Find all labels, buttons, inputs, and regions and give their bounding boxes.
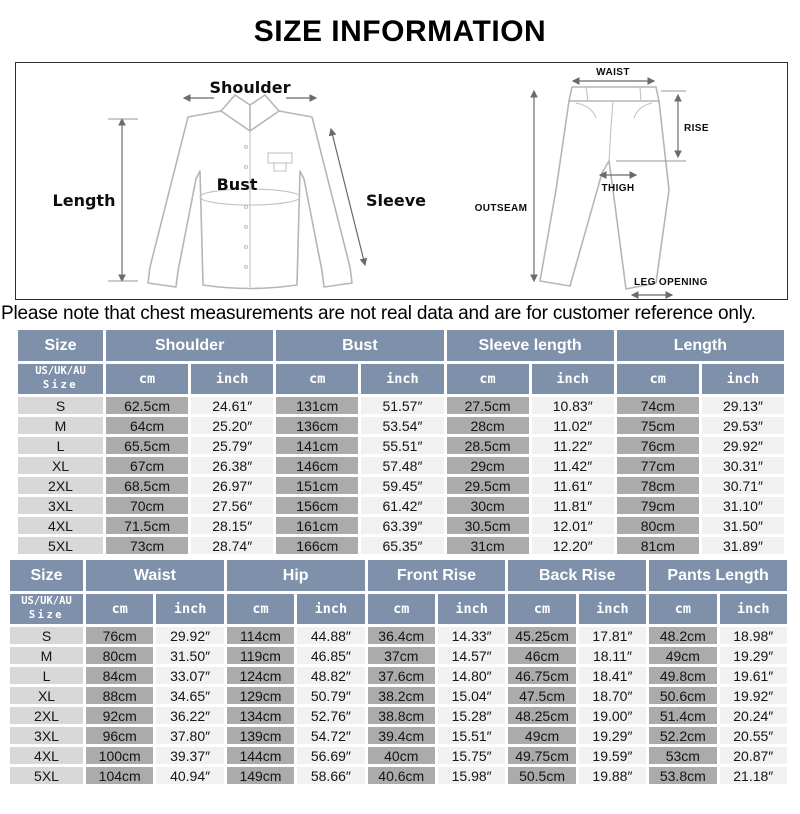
cm-value-cell: 78cm bbox=[617, 477, 699, 494]
cm-unit-header-cell: cm bbox=[86, 594, 153, 624]
thigh-label: THIGH bbox=[601, 183, 635, 194]
inch-value-cell: 54.72″ bbox=[297, 727, 364, 744]
inch-value-cell: 46.85″ bbox=[297, 647, 364, 664]
cm-value-cell: 76cm bbox=[617, 437, 699, 454]
inch-value-cell: 14.33″ bbox=[438, 627, 505, 644]
outseam-label: OUTSEAM bbox=[474, 203, 528, 214]
cm-value-cell: 166cm bbox=[276, 537, 358, 554]
cm-value-cell: 52.2cm bbox=[649, 727, 716, 744]
inch-value-cell: 14.80″ bbox=[438, 667, 505, 684]
size-cell: S bbox=[18, 397, 103, 414]
size-cell: 5XL bbox=[10, 767, 83, 784]
inch-value-cell: 26.97″ bbox=[191, 477, 273, 494]
inch-unit-header-cell: inch bbox=[297, 594, 364, 624]
inch-value-cell: 19.29″ bbox=[579, 727, 646, 744]
inch-value-cell: 52.76″ bbox=[297, 707, 364, 724]
group-header-row bbox=[10, 560, 787, 591]
size-row bbox=[10, 647, 787, 664]
size-cell: S bbox=[10, 627, 83, 644]
cm-value-cell: 79cm bbox=[617, 497, 699, 514]
cm-value-cell: 96cm bbox=[86, 727, 153, 744]
group-header-cell: Front Rise bbox=[368, 560, 506, 591]
inch-value-cell: 26.38″ bbox=[191, 457, 273, 474]
inch-value-cell: 18.70″ bbox=[579, 687, 646, 704]
inch-unit-header-cell: inch bbox=[702, 364, 784, 394]
inch-value-cell: 19.61″ bbox=[720, 667, 787, 684]
inch-unit-header-cell: inch bbox=[361, 364, 443, 394]
inch-value-cell: 15.75″ bbox=[438, 747, 505, 764]
size-row bbox=[18, 397, 784, 414]
size-row bbox=[18, 497, 784, 514]
size-row bbox=[18, 417, 784, 434]
inch-value-cell: 31.50″ bbox=[156, 647, 223, 664]
inch-value-cell: 51.57″ bbox=[361, 397, 443, 414]
inch-value-cell: 29.53″ bbox=[702, 417, 784, 434]
inch-value-cell: 31.10″ bbox=[702, 497, 784, 514]
leg-opening-label: LEG OPENING bbox=[634, 277, 708, 288]
cm-value-cell: 76cm bbox=[86, 627, 153, 644]
inch-value-cell: 31.50″ bbox=[702, 517, 784, 534]
inch-value-cell: 18.98″ bbox=[720, 627, 787, 644]
cm-unit-header-cell: cm bbox=[368, 594, 435, 624]
size-cell: XL bbox=[10, 687, 83, 704]
inch-value-cell: 11.61″ bbox=[532, 477, 614, 494]
length-label: Length bbox=[52, 191, 116, 210]
inch-value-cell: 59.45″ bbox=[361, 477, 443, 494]
size-subheader-line2: Size bbox=[42, 379, 79, 391]
cm-value-cell: 124cm bbox=[227, 667, 294, 684]
inch-unit-header-cell: inch bbox=[438, 594, 505, 624]
inch-value-cell: 19.88″ bbox=[579, 767, 646, 784]
inch-unit-header-cell: inch bbox=[579, 594, 646, 624]
inch-value-cell: 34.65″ bbox=[156, 687, 223, 704]
cm-value-cell: 30cm bbox=[447, 497, 529, 514]
size-row bbox=[10, 687, 787, 704]
cm-value-cell: 50.6cm bbox=[649, 687, 716, 704]
inch-unit-header-cell: inch bbox=[532, 364, 614, 394]
inch-value-cell: 27.56″ bbox=[191, 497, 273, 514]
size-row bbox=[10, 747, 787, 764]
inch-value-cell: 28.74″ bbox=[191, 537, 273, 554]
inch-value-cell: 29.92″ bbox=[702, 437, 784, 454]
page-title: SIZE INFORMATION bbox=[253, 15, 547, 48]
cm-value-cell: 29.5cm bbox=[447, 477, 529, 494]
cm-value-cell: 53cm bbox=[649, 747, 716, 764]
inch-value-cell: 29.92″ bbox=[156, 627, 223, 644]
cm-value-cell: 149cm bbox=[227, 767, 294, 784]
cm-unit-header-cell: cm bbox=[617, 364, 699, 394]
cm-value-cell: 49cm bbox=[508, 727, 575, 744]
inch-value-cell: 25.79″ bbox=[191, 437, 273, 454]
cm-value-cell: 71.5cm bbox=[106, 517, 188, 534]
cm-value-cell: 84cm bbox=[86, 667, 153, 684]
cm-value-cell: 38.8cm bbox=[368, 707, 435, 724]
cm-value-cell: 80cm bbox=[86, 647, 153, 664]
size-row bbox=[10, 727, 787, 744]
cm-value-cell: 28cm bbox=[447, 417, 529, 434]
size-cell: XL bbox=[18, 457, 103, 474]
inch-value-cell: 19.92″ bbox=[720, 687, 787, 704]
inch-value-cell: 14.57″ bbox=[438, 647, 505, 664]
measurement-diagram-panel bbox=[15, 62, 788, 300]
table-header bbox=[10, 560, 787, 624]
cm-value-cell: 129cm bbox=[227, 687, 294, 704]
bust-label: Bust bbox=[216, 175, 258, 194]
inch-value-cell: 17.81″ bbox=[579, 627, 646, 644]
size-cell: 4XL bbox=[18, 517, 103, 534]
inch-value-cell: 20.55″ bbox=[720, 727, 787, 744]
inch-value-cell: 21.18″ bbox=[720, 767, 787, 784]
cm-value-cell: 81cm bbox=[617, 537, 699, 554]
inch-value-cell: 11.02″ bbox=[532, 417, 614, 434]
size-header-cell: Size bbox=[18, 330, 103, 361]
cm-value-cell: 47.5cm bbox=[508, 687, 575, 704]
inch-value-cell: 24.61″ bbox=[191, 397, 273, 414]
inch-value-cell: 40.94″ bbox=[156, 767, 223, 784]
cm-value-cell: 131cm bbox=[276, 397, 358, 414]
size-row bbox=[10, 627, 787, 644]
cm-value-cell: 62.5cm bbox=[106, 397, 188, 414]
inch-value-cell: 12.20″ bbox=[532, 537, 614, 554]
size-row bbox=[18, 457, 784, 474]
size-row bbox=[10, 707, 787, 724]
cm-value-cell: 38.2cm bbox=[368, 687, 435, 704]
cm-value-cell: 37.6cm bbox=[368, 667, 435, 684]
inch-value-cell: 25.20″ bbox=[191, 417, 273, 434]
cm-value-cell: 80cm bbox=[617, 517, 699, 534]
inch-value-cell: 56.69″ bbox=[297, 747, 364, 764]
shoulder-label: Shoulder bbox=[209, 78, 291, 97]
inch-value-cell: 11.42″ bbox=[532, 457, 614, 474]
cm-value-cell: 49.75cm bbox=[508, 747, 575, 764]
rise-label: RISE bbox=[684, 123, 709, 134]
group-header-cell: Shoulder bbox=[106, 330, 273, 361]
cm-value-cell: 146cm bbox=[276, 457, 358, 474]
inch-value-cell: 18.11″ bbox=[579, 647, 646, 664]
inch-value-cell: 39.37″ bbox=[156, 747, 223, 764]
size-cell: M bbox=[18, 417, 103, 434]
cm-value-cell: 53.8cm bbox=[649, 767, 716, 784]
cm-value-cell: 151cm bbox=[276, 477, 358, 494]
inch-value-cell: 63.39″ bbox=[361, 517, 443, 534]
cm-unit-header-cell: cm bbox=[106, 364, 188, 394]
inch-value-cell: 18.41″ bbox=[579, 667, 646, 684]
cm-value-cell: 77cm bbox=[617, 457, 699, 474]
note-text: Please note that chest measurements are not real data and are for customer reference only. bbox=[1, 303, 756, 324]
cm-value-cell: 161cm bbox=[276, 517, 358, 534]
inch-value-cell: 55.51″ bbox=[361, 437, 443, 454]
size-row bbox=[18, 537, 784, 554]
size-cell: 3XL bbox=[10, 727, 83, 744]
table-header bbox=[18, 330, 784, 394]
size-cell: L bbox=[10, 667, 83, 684]
cm-value-cell: 139cm bbox=[227, 727, 294, 744]
cm-value-cell: 119cm bbox=[227, 647, 294, 664]
cm-value-cell: 30.5cm bbox=[447, 517, 529, 534]
group-header-cell: Back Rise bbox=[508, 560, 646, 591]
size-cell: L bbox=[18, 437, 103, 454]
cm-value-cell: 73cm bbox=[106, 537, 188, 554]
inch-value-cell: 19.00″ bbox=[579, 707, 646, 724]
size-header-cell: Size bbox=[10, 560, 83, 591]
size-cell: 2XL bbox=[10, 707, 83, 724]
size-subheader-line1: US/UK/AU bbox=[35, 365, 86, 378]
inch-value-cell: 57.48″ bbox=[361, 457, 443, 474]
inch-value-cell: 15.04″ bbox=[438, 687, 505, 704]
inch-value-cell: 30.71″ bbox=[702, 477, 784, 494]
group-header-cell: Bust bbox=[276, 330, 443, 361]
cm-value-cell: 29cm bbox=[447, 457, 529, 474]
inch-value-cell: 50.79″ bbox=[297, 687, 364, 704]
cm-value-cell: 114cm bbox=[227, 627, 294, 644]
cm-value-cell: 100cm bbox=[86, 747, 153, 764]
size-row bbox=[18, 517, 784, 534]
inch-value-cell: 37.80″ bbox=[156, 727, 223, 744]
size-cell: 2XL bbox=[18, 477, 103, 494]
cm-value-cell: 74cm bbox=[617, 397, 699, 414]
cm-value-cell: 48.2cm bbox=[649, 627, 716, 644]
inch-value-cell: 15.51″ bbox=[438, 727, 505, 744]
table-body bbox=[10, 627, 787, 784]
cm-value-cell: 50.5cm bbox=[508, 767, 575, 784]
waist-label: WAIST bbox=[596, 67, 630, 78]
cm-unit-header-cell: cm bbox=[447, 364, 529, 394]
group-header-cell: Length bbox=[617, 330, 784, 361]
cm-value-cell: 28.5cm bbox=[447, 437, 529, 454]
cm-value-cell: 92cm bbox=[86, 707, 153, 724]
sleeve-label: Sleeve bbox=[366, 191, 426, 210]
inch-value-cell: 58.66″ bbox=[297, 767, 364, 784]
size-row bbox=[18, 477, 784, 494]
cm-value-cell: 136cm bbox=[276, 417, 358, 434]
size-subheader-cell bbox=[10, 594, 83, 624]
inch-value-cell: 19.29″ bbox=[720, 647, 787, 664]
cm-value-cell: 36.4cm bbox=[368, 627, 435, 644]
inch-value-cell: 12.01″ bbox=[532, 517, 614, 534]
inch-value-cell: 33.07″ bbox=[156, 667, 223, 684]
size-cell: M bbox=[10, 647, 83, 664]
cm-value-cell: 39.4cm bbox=[368, 727, 435, 744]
cm-unit-header-cell: cm bbox=[508, 594, 575, 624]
inch-unit-header-cell: inch bbox=[156, 594, 223, 624]
group-header-cell: Pants Length bbox=[649, 560, 787, 591]
size-subheader-line1: US/UK/AU bbox=[21, 595, 72, 608]
cm-value-cell: 88cm bbox=[86, 687, 153, 704]
size-cell: 3XL bbox=[18, 497, 103, 514]
cm-value-cell: 40cm bbox=[368, 747, 435, 764]
cm-value-cell: 45.25cm bbox=[508, 627, 575, 644]
cm-value-cell: 27.5cm bbox=[447, 397, 529, 414]
inch-value-cell: 15.98″ bbox=[438, 767, 505, 784]
inch-value-cell: 15.28″ bbox=[438, 707, 505, 724]
inch-value-cell: 10.83″ bbox=[532, 397, 614, 414]
cm-value-cell: 65.5cm bbox=[106, 437, 188, 454]
shirt-diagram bbox=[44, 71, 448, 301]
inch-value-cell: 44.88″ bbox=[297, 627, 364, 644]
cm-value-cell: 70cm bbox=[106, 497, 188, 514]
cm-value-cell: 49cm bbox=[649, 647, 716, 664]
cm-value-cell: 46.75cm bbox=[508, 667, 575, 684]
cm-value-cell: 134cm bbox=[227, 707, 294, 724]
unit-header-row bbox=[18, 364, 784, 394]
cm-value-cell: 49.8cm bbox=[649, 667, 716, 684]
inch-value-cell: 53.54″ bbox=[361, 417, 443, 434]
size-cell: 5XL bbox=[18, 537, 103, 554]
inch-value-cell: 29.13″ bbox=[702, 397, 784, 414]
cm-value-cell: 68.5cm bbox=[106, 477, 188, 494]
bottoms-size-table bbox=[7, 557, 790, 787]
inch-value-cell: 20.87″ bbox=[720, 747, 787, 764]
cm-value-cell: 144cm bbox=[227, 747, 294, 764]
size-row bbox=[10, 767, 787, 784]
inch-value-cell: 20.24″ bbox=[720, 707, 787, 724]
inch-unit-header-cell: inch bbox=[720, 594, 787, 624]
pants-diagram bbox=[468, 65, 788, 301]
unit-header-row bbox=[10, 594, 787, 624]
tops-size-table bbox=[15, 327, 787, 557]
cm-unit-header-cell: cm bbox=[276, 364, 358, 394]
group-header-cell: Waist bbox=[86, 560, 224, 591]
cm-value-cell: 40.6cm bbox=[368, 767, 435, 784]
inch-value-cell: 30.31″ bbox=[702, 457, 784, 474]
size-subheader-cell bbox=[18, 364, 103, 394]
cm-unit-header-cell: cm bbox=[227, 594, 294, 624]
inch-value-cell: 19.59″ bbox=[579, 747, 646, 764]
inch-unit-header-cell: inch bbox=[191, 364, 273, 394]
inch-value-cell: 11.22″ bbox=[532, 437, 614, 454]
size-cell: 4XL bbox=[10, 747, 83, 764]
cm-value-cell: 31cm bbox=[447, 537, 529, 554]
inch-value-cell: 61.42″ bbox=[361, 497, 443, 514]
cm-value-cell: 75cm bbox=[617, 417, 699, 434]
size-subheader-line2: Size bbox=[28, 609, 65, 621]
cm-value-cell: 46cm bbox=[508, 647, 575, 664]
group-header-row bbox=[18, 330, 784, 361]
size-row bbox=[18, 437, 784, 454]
inch-value-cell: 36.22″ bbox=[156, 707, 223, 724]
cm-value-cell: 67cm bbox=[106, 457, 188, 474]
cm-value-cell: 48.25cm bbox=[508, 707, 575, 724]
table-body bbox=[18, 397, 784, 554]
cm-value-cell: 104cm bbox=[86, 767, 153, 784]
inch-value-cell: 28.15″ bbox=[191, 517, 273, 534]
size-row bbox=[10, 667, 787, 684]
cm-value-cell: 51.4cm bbox=[649, 707, 716, 724]
cm-unit-header-cell: cm bbox=[649, 594, 716, 624]
inch-value-cell: 65.35″ bbox=[361, 537, 443, 554]
inch-value-cell: 48.82″ bbox=[297, 667, 364, 684]
cm-value-cell: 64cm bbox=[106, 417, 188, 434]
inch-value-cell: 11.81″ bbox=[532, 497, 614, 514]
cm-value-cell: 141cm bbox=[276, 437, 358, 454]
cm-value-cell: 156cm bbox=[276, 497, 358, 514]
inch-value-cell: 31.89″ bbox=[702, 537, 784, 554]
group-header-cell: Sleeve length bbox=[447, 330, 614, 361]
cm-value-cell: 37cm bbox=[368, 647, 435, 664]
group-header-cell: Hip bbox=[227, 560, 365, 591]
